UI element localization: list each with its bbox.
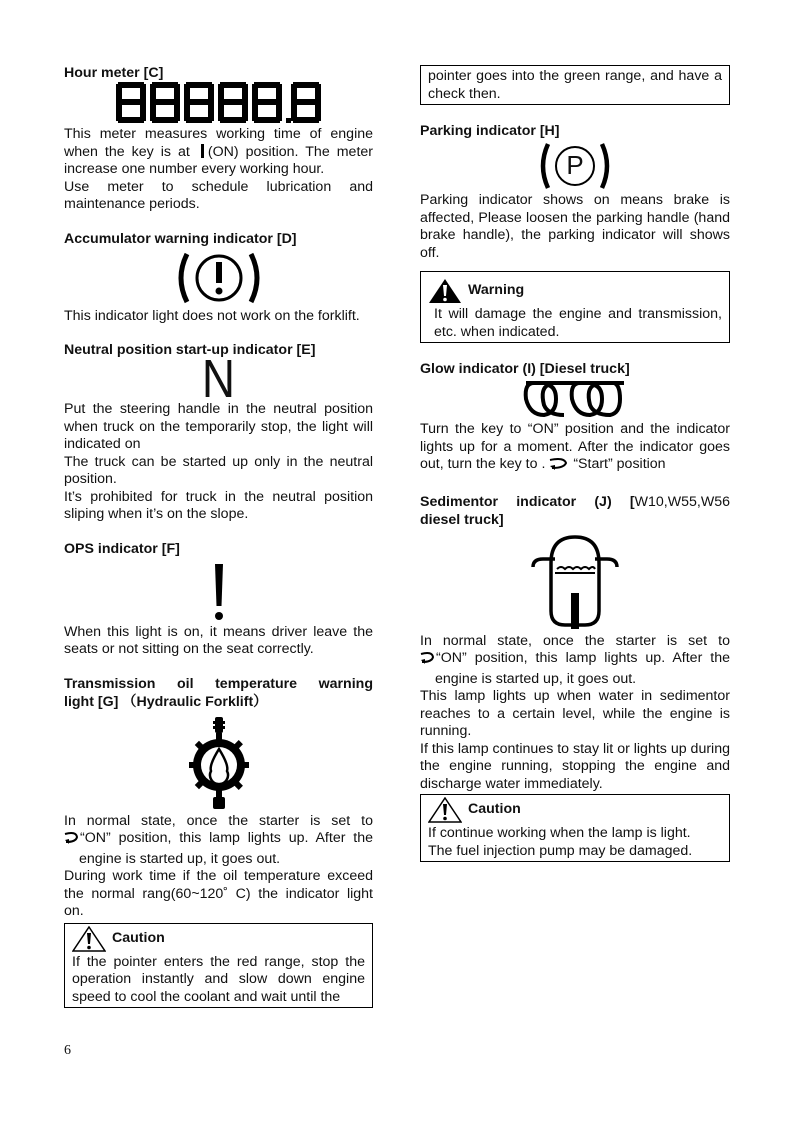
warning-triangle-icon [428,278,462,304]
caution-title-left-text: Caution [112,929,165,946]
ops-exclamation-icon [64,558,373,624]
neutral-para-2: The truck can be started up only in the neutral position. [64,453,373,487]
transmission-line-2 [64,830,373,851]
sedimentor-indicator-icon [420,533,730,633]
transmission-heading-2: light [G] （Hydraulic Forklift） [64,693,268,710]
key-start-arrow-icon-2 [549,457,569,477]
hour-meter-line-2 [64,144,373,162]
caution-right-line-1: If continue working when the lamp is light. [428,825,691,841]
neutral-heading: Neutral position start-up indicator [E] [64,342,316,358]
transmission-heading-1: Transmission oil temperature warning [64,675,373,692]
accumulator-text: This indicator light does not work on the forklift. [64,307,360,324]
sedimentor-line-2 [420,650,730,671]
sedimentor-heading-2: diesel truck] [420,511,504,528]
caution-title-right-text: Caution [468,801,521,818]
caution-triangle-icon-2 [428,797,462,823]
key-start-arrow-icon-3 [420,651,436,671]
neutral-para-1: Put the steering handle in the neutral position when truck on the temporarily stop, the light will indicated on [64,401,373,452]
exclamation-circle-icon [173,248,265,308]
hour-meter-line-3: increase one number every working hour. [64,161,325,177]
glow-plug-icon [420,375,730,421]
continued-caution-text: pointer goes into the green range, and have a check then. [428,68,722,102]
hour-meter-line-4: Use meter to schedule lubrication and [64,178,373,195]
right-column [420,64,730,862]
sedimentor-para-3: If this lamp continues to stay lit or lights up during the engine running, stopping the engine and discharge water immediately. [420,740,730,792]
exclamation-icon [209,558,229,624]
parking-heading: Parking indicator [H] [420,123,560,139]
sedimentor-line-1: In normal state, once the starter is set to [420,632,730,649]
sedimentor-heading-b: W10,W55,W56 [634,493,730,510]
hour-meter-heading: Hour meter [C] [64,65,164,81]
page-number: 6 [64,1043,71,1058]
transmission-line-2-text: “ON” position, this lamp lights up. After the [80,830,373,846]
caution-title-right [428,797,722,823]
warning-box [420,271,730,343]
parking-text: Parking indicator shows on means brake is affected, Please loosen the parking handle (hand brake handle), the parking indicator will shows off. [420,192,730,261]
caution-triangle-icon [72,926,106,952]
hour-meter-line-2b: (ON) position. The meter [207,143,373,160]
transmission-line-1: In normal state, once the starter is set to [64,812,373,829]
continued-caution-box [420,65,730,105]
ops-heading: OPS indicator [F] [64,540,180,557]
caution-box-right [420,794,730,862]
warning-title-text: Warning [468,282,525,299]
caution-text-left: If the pointer enters the red range, stop the operation instantly and slow down engine speed to cool the coolant and wait until the [72,953,365,1005]
left-column [64,64,373,1008]
glow-heading: Glow indicator (I) [Diesel truck] [420,361,630,377]
sedimentor-para-2: This lamp lights up when water in sedimentor reaches to a certain level, while the engine is running. [420,688,730,739]
water-separator-icon [525,533,625,633]
hour-meter-line-5: maintenance periods. [64,196,200,212]
neutral-para-3: It’s prohibited for truck in the neutral position sliping when it’s on the slope. [64,488,373,522]
caution-title-left [72,926,365,952]
caution-right-line-2: The fuel injection pump may be damaged. [428,842,693,859]
transmission-para-2: During work time if the oil temperature exceed the normal rang(60~120˚ C) the indicator light on. [64,868,373,919]
key-on-bar-icon [201,144,204,158]
neutral-letter: N [201,349,236,409]
parking-letter: P [566,150,584,180]
warning-text: It will damage the engine and transmission, etc. when indicated. [434,306,722,340]
parking-indicator-icon [420,140,730,192]
sedimentor-heading-a: Sedimentor indicator (J) [ [420,493,635,510]
glow-text-b: “Start” position [573,456,666,472]
seven-segment-digits-icon [116,80,321,126]
thermometer-gear-icon [187,715,251,813]
transmission-line-3: engine is started up, it goes out. [79,850,281,867]
key-start-arrow-icon [64,831,80,851]
sedimentor-heading-1 [420,493,730,511]
accumulator-heading: Accumulator warning indicator [D] [64,230,297,247]
glow-text [420,421,730,477]
hour-meter-display-icon [64,80,373,126]
sedimentor-line-3: engine is started up, it goes out. [435,670,637,687]
hour-meter-line-2a: when the key is at [64,143,197,160]
oil-temperature-icon [64,715,373,813]
sedimentor-line-2-text: “ON” position, this lamp lights up. After the [436,650,730,666]
glow-coil-icon [520,375,630,421]
caution-box-left [64,923,373,1008]
ops-text: When this light is on, it means driver leave the seats or not sitting on the seat correctly. [64,623,373,657]
warning-title [428,278,722,304]
hour-meter-line-1: This meter measures working time of engine [64,126,373,142]
accumulator-warning-icon [64,248,373,308]
glow-text-a: Turn the key to “ON” position and the indicator lights up for a moment. After the indicator goes out, turn the key to . [420,421,730,472]
